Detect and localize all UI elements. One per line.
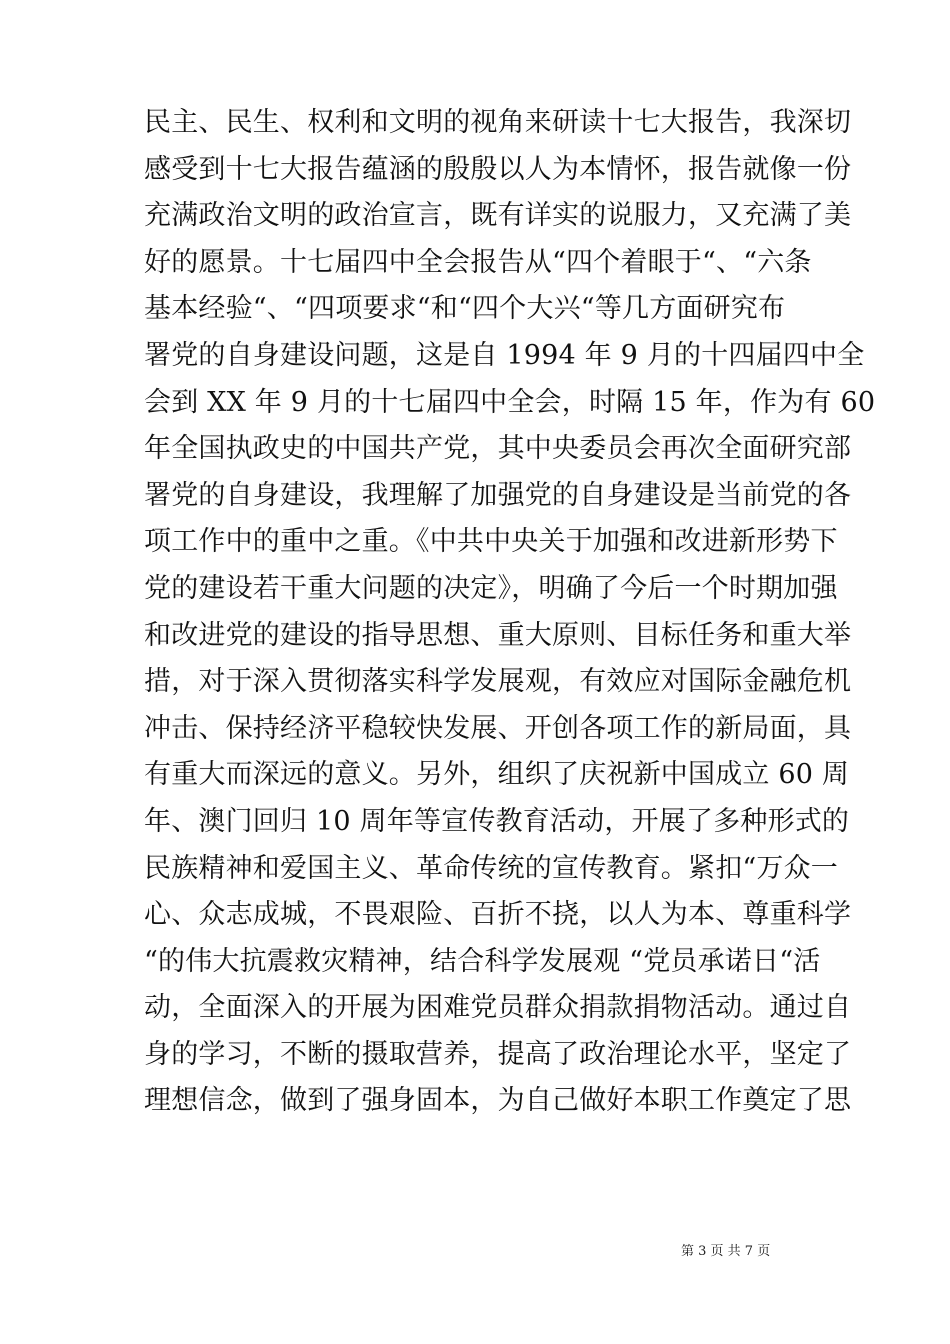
text-line: 年全国执政史的中国共产党，其中央委员会再次全面研究部 [144, 433, 852, 465]
text-line: 基本经验“、“四项要求“和“四个大兴“等几方面研究布 [144, 293, 786, 325]
text-line: 有重大而深远的意义。另外，组织了庆祝新中国成立 60 周 [144, 759, 850, 791]
text-line: 身的学习，不断的摄取营养，提高了政治理论水平，坚定了 [144, 1038, 852, 1070]
text-line: 署党的自身建设，我理解了加强党的自身建设是当前党的各 [144, 479, 852, 511]
text-line: 年、澳门回归 10 周年等宣传教育活动，开展了多种形式的 [144, 805, 850, 837]
text-line: 会到 XX 年 9 月的十七届四中全会，时隔 15 年，作为有 60 [144, 386, 876, 418]
text-line: 民主、民生、权利和文明的视角来研读十七大报告，我深切 [144, 107, 852, 138]
text-line: 署党的自身建设问题，这是自 1994 年 9 月的十四届四中全 [144, 339, 865, 371]
text-line: 党的建设若干重大问题的决定》，明确了今后一个时期加强 [144, 572, 838, 604]
body-paragraph [144, 100, 876, 1125]
text-line: 心、众志成城，不畏艰险、百折不挠，以人为本、尊重科学 [144, 899, 852, 931]
text-line: 项工作中的重中之重。《中共中央关于加强和改进新形势下 [144, 526, 838, 558]
text-line: 感受到十七大报告蕴涵的殷殷以人为本情怀，报告就像一份 [144, 153, 852, 185]
text-line: 好的愿景。十七届四中全会报告从“四个着眼于“、“六条 [144, 246, 812, 278]
text-line: 充满政治文明的政治宣言，既有详实的说服力，又充满了美 [144, 200, 852, 232]
text-line: 和改进党的建设的指导思想、重大原则、目标任务和重大举 [144, 619, 852, 651]
text-line: 民族精神和爱国主义、革命传统的宣传教育。紧扣“万众一 [144, 852, 839, 884]
text-line: 理想信念，做到了强身固本，为自己做好本职工作奠定了思 [144, 1085, 852, 1117]
text-line: 措，对于深入贯彻落实科学发展观，有效应对国际金融危机 [144, 666, 852, 698]
text-line: 冲击、保持经济平稳较快发展、开创各项工作的新局面，具 [144, 712, 852, 744]
text-line: 动，全面深入的开展为困难党员群众捐款捐物活动。通过自 [144, 992, 852, 1024]
page-number-footer: 第 3 页 共 7 页 [681, 1244, 771, 1259]
text-line: “的伟大抗震救灾精神，结合科学发展观 “党员承诺日“活 [144, 945, 821, 977]
